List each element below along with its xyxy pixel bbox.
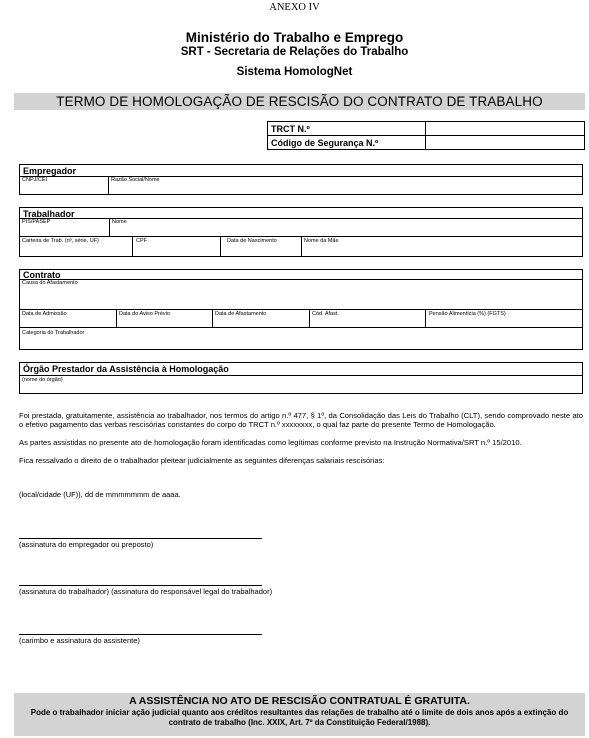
organ-name-label: (nome do órgão) — [22, 377, 63, 383]
annex-label: ANEXO IV — [269, 2, 320, 13]
pis-label: PIS/PASEP — [22, 219, 51, 225]
organ-section — [19, 362, 583, 394]
termination-cause-label: Causa do Afastamento — [22, 280, 78, 286]
ministry-title: Ministério do Trabalho e Emprego — [185, 30, 404, 45]
footer-free-notice: A ASSISTÊNCIA NO ATO DE RESCISÃO CONTRATUAL É GRATUITA. — [129, 695, 470, 707]
cnpj-field[interactable] — [20, 176, 108, 194]
employer-signature-label: (assinatura do empregador ou preposto) — [19, 540, 154, 549]
worker-category-label: Categoria do Trabalhador — [22, 330, 85, 336]
system-title: Sistema HomologNet — [236, 66, 353, 78]
document-title: TERMO DE HOMOLOGAÇÃO DE RESCISÃO DO CONTRATO DE TRABALHO — [14, 93, 585, 110]
organ-title: Órgão Prestador da Assistência à Homologação — [23, 364, 229, 374]
company-name-label: Razão Social/Nome — [111, 177, 160, 183]
admission-date-label: Data de Admissão — [22, 311, 67, 317]
footer-notice — [14, 693, 585, 736]
cpf-label: CPF — [136, 238, 147, 244]
assistant-signature-label: (carimbo e assinatura do assistente) — [19, 636, 140, 645]
worker-signature-label: (assinatura do trabalhador) (assinatura do responsável legal do trabalhador) — [19, 587, 273, 596]
contract-title: Contrato — [23, 270, 61, 280]
ctps-label: Carteira de Trab. (nº, série, UF) — [22, 238, 99, 244]
worker-title: Trabalhador — [23, 209, 75, 219]
leave-date-label: Data de Afastamento — [215, 311, 267, 317]
employer-signature-line — [19, 538, 262, 539]
leave-code-label: Cód. Afast. — [312, 311, 339, 317]
trct-number-field[interactable] — [426, 122, 585, 136]
identification-paragraph: As partes assistidas no presente ato de homologação foram identificadas como legítimas conforme previsto na Instrução Normativa/SRT n.º 15/2010. — [19, 438, 522, 447]
contract-section — [19, 269, 583, 350]
trct-table — [267, 121, 585, 150]
worker-name-label: Nome — [112, 219, 127, 225]
employer-title: Empregador — [23, 166, 77, 176]
birth-date-label: Data de Nascimento — [227, 238, 277, 244]
cnpj-label: CNPJ/CEI — [22, 177, 48, 183]
security-code-label: Código de Segurança N.º — [268, 136, 426, 150]
employer-section — [19, 164, 583, 195]
notice-date-label: Data do Aviso Prévio — [119, 311, 170, 317]
worker-section — [19, 207, 583, 257]
trct-number-label: TRCT N.º — [268, 122, 426, 136]
security-code-field[interactable] — [426, 136, 585, 150]
secretariat-title: SRT - Secretaria de Relações do Trabalho — [180, 46, 409, 58]
mother-name-label: Nome da Mãe — [304, 238, 339, 244]
footer-legal-notice: Pode o trabalhador iniciar ação judicial quanto aos créditos resultantes das relações de trabalho até o limite de dois anos após a extinção do contrato de trabalho (Inc. XXIX, Art. 7º da Constituição Federal/1988). — [30, 708, 569, 727]
worker-signature-line — [19, 585, 262, 586]
assistant-signature-line — [19, 634, 262, 635]
assistance-paragraph: Foi prestada, gratuitamente, assistência ao trabalhador, nos termos do artigo n.º 477, § 1º, da Consolidação das Leis do Trabalho (CLT), sendo comprovado neste ato o efetivo pagamento das verbas rescisórias constantes do corpo do TRCT n.º xxxxxxxx, o qual faz parte do presente Termo de Homologação. — [19, 411, 583, 429]
place-date-line: (local/cidade (UF)), dd de mmmmmmm de aaaa. — [19, 490, 181, 499]
company-name-field[interactable] — [109, 176, 582, 194]
salary-differences-paragraph: Fica ressalvado o direito de o trabalhador pleitear judicialmente as seguintes diferenças salariais rescisórias: — [19, 456, 385, 465]
alimony-label: Pensão Alimentícia (%) (FGTS) — [429, 311, 506, 317]
